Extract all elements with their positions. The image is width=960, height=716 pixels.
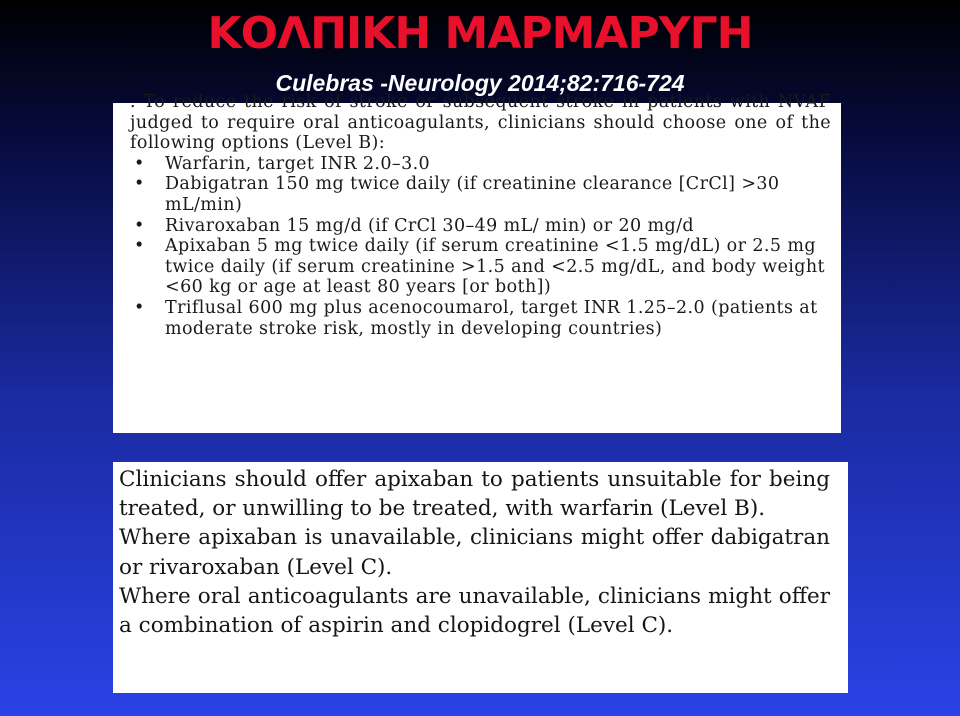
option-text: Warfarin, target INR 2.0–3.0 [165,153,431,174]
bullet-icon: • [134,174,145,195]
list-item [130,174,831,215]
slide-title: ΚΟΛΠΙΚΗ ΜΑΡΜΑΡΥΓΗ [207,8,753,59]
list-item [130,236,831,298]
bullet-icon: • [134,236,145,257]
list-item [130,298,831,339]
option-text: Triflusal 600 mg plus acenocoumarol, target INR 1.25–2.0 (patients at moderate stroke risk, mostly in developing countries) [165,297,818,339]
excerpt-intro-text: . To reduce the risk of stroke or subsequent stroke in patients with NVAF judged to require oral anticoagulants, clinicians should choose one of the following options (Level B): [130,92,831,154]
option-text: Rivaroxaban 15 mg/d (if CrCl 30–49 mL/ min) or 20 mg/d [165,215,694,236]
list-item [130,216,831,237]
list-item [130,154,831,175]
option-text: Apixaban 5 mg twice daily (if serum creatinine <1.5 mg/dL) or 2.5 mg twice daily (if serum creatinine >1.5 and <2.5 mg/dL, and body weight <60 kg or age at least 80 years [or both]) [165,236,825,298]
guideline-excerpt-top [113,92,841,433]
recommendation-paragraph: Where apixaban is unavailable, clinicians might offer dabigatran or rivaroxaban (Level C). [119,525,830,580]
guideline-excerpt-bottom [113,462,848,693]
recommendation-paragraph: Clinicians should offer apixaban to patients unsuitable for being treated, or unwilling to be treated, with warfarin (Level B). [119,467,830,522]
bullet-icon: • [134,215,145,236]
bullet-icon: • [134,297,145,318]
slide-subtitle-citation: Culebras -Neurology 2014;82:716-724 [275,70,685,96]
bullet-icon: • [134,153,145,174]
anticoagulant-options-list [130,154,831,339]
recommendation-paragraph: Where oral anticoagulants are unavailable, clinicians might offer a combination of aspirin and clopidogrel (Level C). [119,583,830,639]
option-text: Dabigatran 150 mg twice daily (if creatinine clearance [CrCl] >30 mL/min) [165,174,780,215]
